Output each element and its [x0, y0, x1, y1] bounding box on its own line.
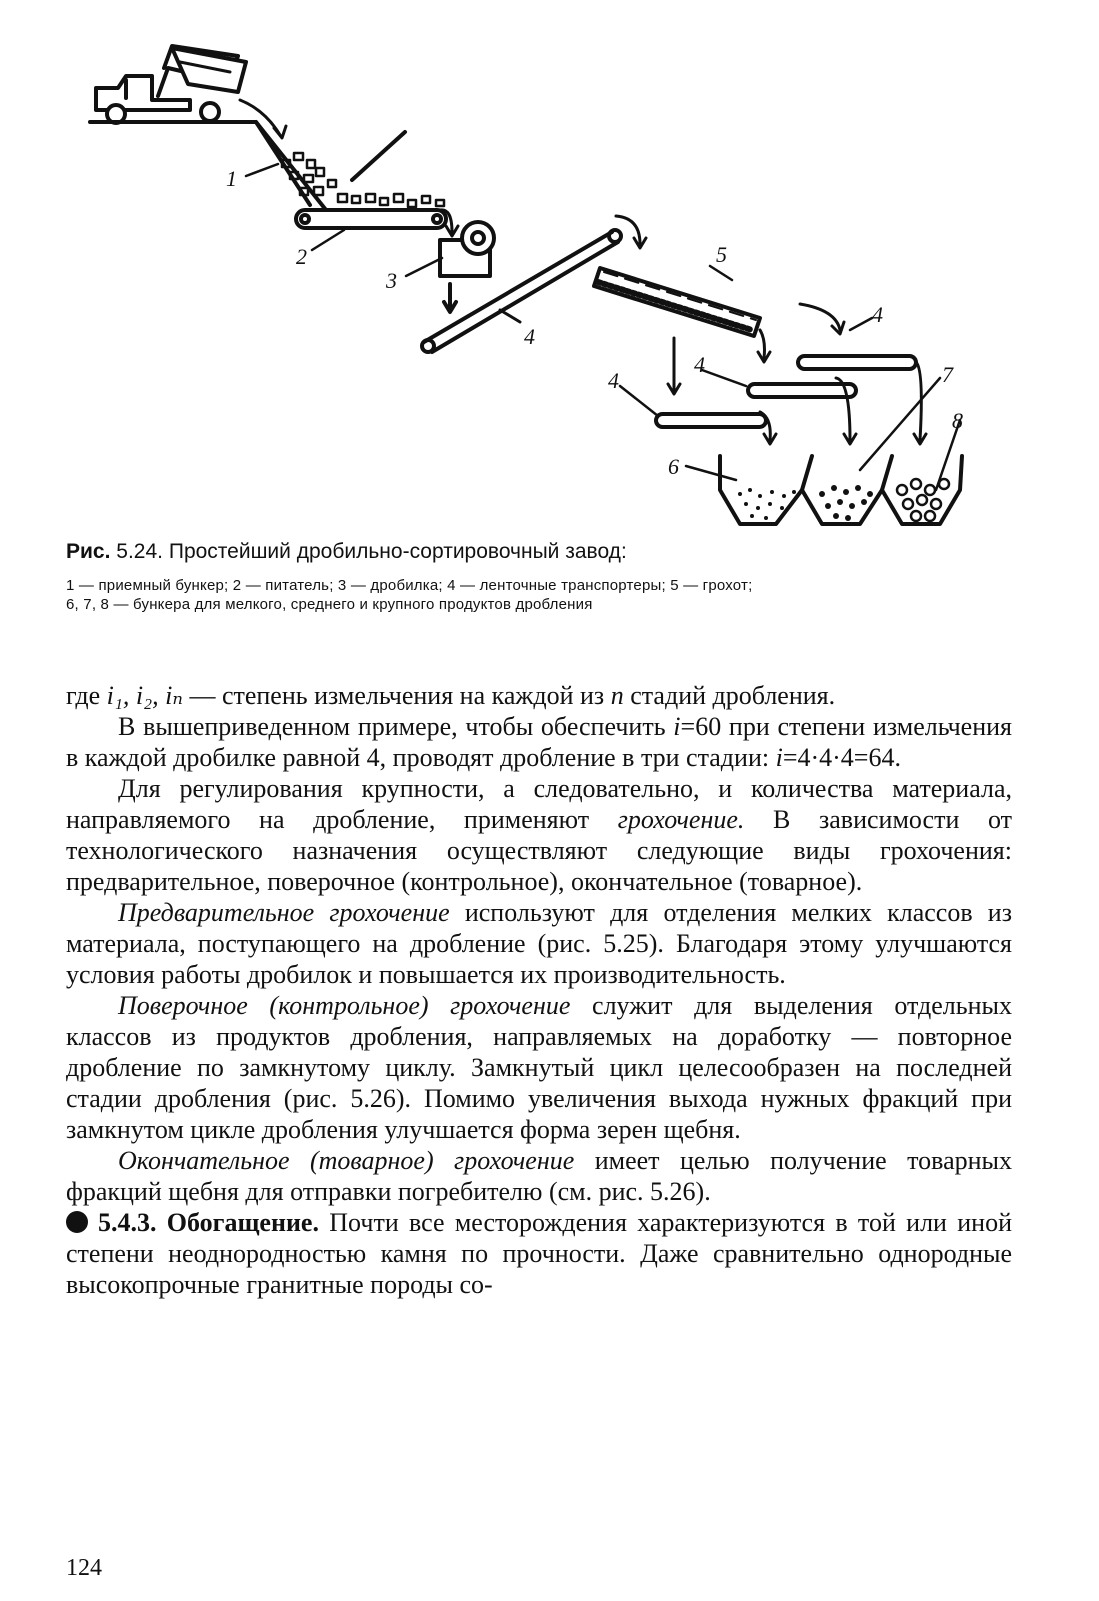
section-paragraph: 5.4.3. Обогащение. Почти все месторождения характеризуются в той или иной степени неоднородностью камня по прочности. Даже сравнительно однородные высокопрочные гранитные породы со- — [66, 1208, 1012, 1299]
paragraph-6: Окончательное (товарное) грохочение имеет целью получение товарных фракций щебня для отправки погребителю (см. рис. 5.26). — [66, 1146, 1012, 1206]
figure-label: 4 — [694, 352, 705, 377]
figure-label: 4 — [608, 368, 619, 393]
caption-prefix: Рис. — [66, 540, 111, 563]
figure-crushing-plant — [60, 40, 1050, 550]
section-bullet-icon — [66, 1211, 88, 1233]
caption-number: 5.24. — [116, 540, 163, 563]
figure-label: 6 — [668, 454, 679, 479]
caption-text: Простейший дробильно-сортировочный завод: — [168, 540, 627, 563]
caption-title — [66, 540, 1026, 564]
paragraph-3: Для регулирования крупности, а следовательно, и количества материала, направляемого на дробление, применяют грохочение. В зависимости от технологического назначения осуществляют следующие виды грохочения: предварительное, поверочное (контрольное), окончательное (товарное). — [66, 774, 1012, 896]
feeder — [296, 210, 446, 228]
page-number: 124 — [66, 1555, 102, 1581]
figure-label: 3 — [386, 268, 397, 293]
figure-label: 5 — [716, 242, 727, 267]
paragraph-1: где i₁, i₂, iₙ — степень измельчения на каждой из n стадий дробления. — [66, 681, 836, 710]
paragraph-5: Поверочное (контрольное) грохочение служит для выделения отдельных классов из продуктов дробления, направляемых на доработку — повторное дробление по замкнутому циклу. Замкнутый цикл целесообразен на последней стадии дробления (рис. 5.26). Помимо увеличения выхода нужных фракций при замкнутом цикле дробления улучшается форма зерен щебня. — [66, 991, 1012, 1144]
paragraph-4: Предварительное грохочение используют для отделения мелких классов из материала, поступающего на дробление (рис. 5.25). Благодаря этому улучшаются условия работы дробилок и повышается их производительность. — [66, 898, 1012, 989]
conveyor-right-top — [798, 356, 926, 444]
screen — [594, 268, 844, 362]
body-text — [66, 680, 1012, 1300]
caption-legend-line-1: 1 — приемный бункер; 2 — питатель; 3 — дробилка; 4 — ленточные транспортеры; 5 — грохот; — [66, 577, 753, 594]
section-heading: 5.4.3. Обогащение. — [98, 1208, 319, 1237]
figure-label: 8 — [952, 408, 963, 433]
crusher — [440, 222, 494, 312]
conveyor-left — [656, 412, 776, 444]
dump-truck — [90, 46, 330, 215]
caption-legend-line-2: 6, 7, 8 — бункера для мелкого, среднего и крупного продуктов дробления — [66, 596, 593, 613]
figure-label: 1 — [226, 166, 237, 191]
paragraph-2: В вышеприведенном примере, чтобы обеспечить i=60 при степени измельчения в каждой дробилке равной 4, проводят дробление в три стадии: i=4·4·4=64. — [66, 712, 1013, 772]
figure-caption — [66, 540, 1026, 614]
figure-label: 7 — [942, 362, 953, 387]
figure-label: 4 — [872, 302, 883, 327]
figure-label: 2 — [296, 244, 307, 269]
product-bins — [686, 378, 962, 524]
figure-label: 4 — [524, 324, 535, 349]
